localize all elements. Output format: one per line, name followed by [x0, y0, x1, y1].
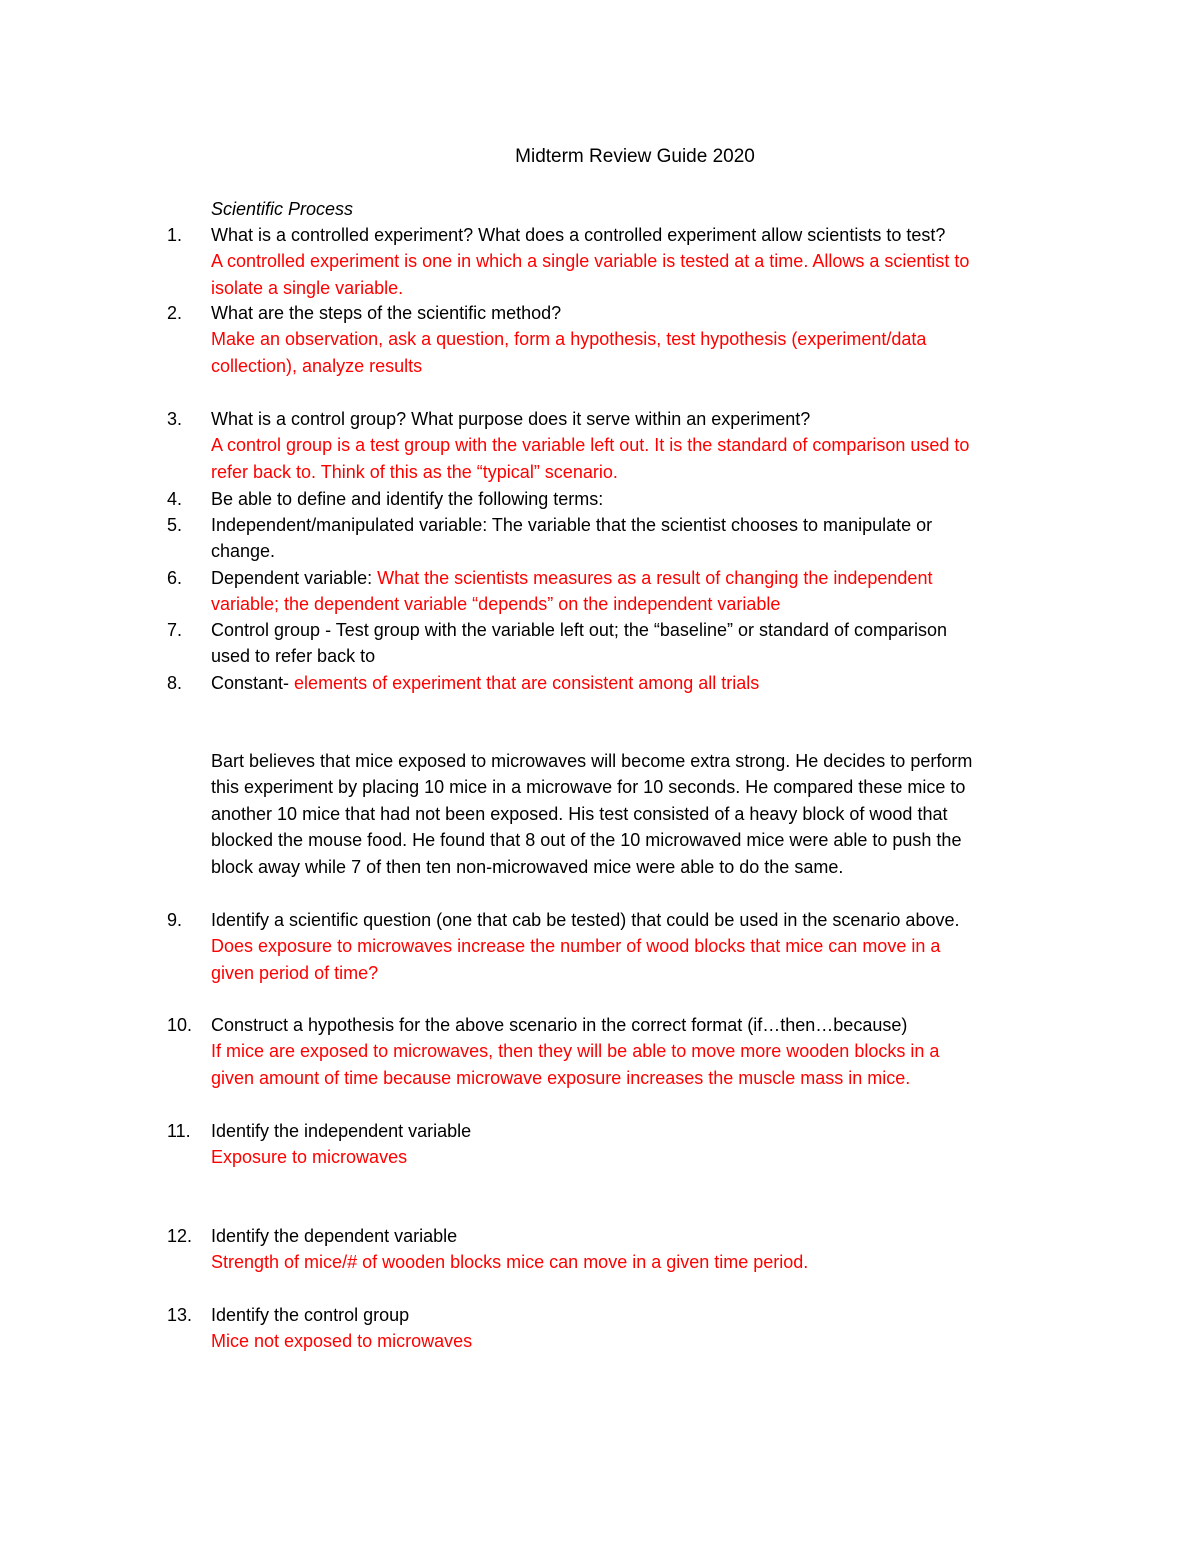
list-item-9 — [167, 907, 1111, 986]
item-number: 2. — [167, 303, 183, 323]
section-heading: Scientific Process — [211, 199, 354, 219]
list-item-8 — [167, 670, 1111, 696]
answer-text: Mice not exposed to microwaves — [211, 1331, 473, 1352]
item-number: 11. — [167, 1121, 191, 1141]
list-item-6 — [167, 565, 1111, 618]
item-number: 10. — [167, 1015, 193, 1035]
answer-text: isolate a single variable. — [211, 277, 404, 298]
answer-text: given amount of time because microwave exposure increases the muscle mass in mice. — [211, 1067, 911, 1088]
answer-text: If mice are exposed to microwaves, then they will be able to move more wooden blocks in a — [211, 1041, 940, 1062]
item-number: 8. — [167, 673, 183, 693]
answer-text: variable; the dependent variable “depends” on the independent variable — [211, 594, 781, 615]
question-text: used to refer back to — [211, 646, 376, 667]
item-number: 5. — [167, 515, 183, 535]
list-item-3 — [167, 406, 1111, 485]
answer-text: What the scientists measures as a result of changing the independent — [377, 568, 933, 588]
list-item-10 — [167, 1012, 1111, 1091]
question-text: Control group - Test group with the variable left out; the “baseline” or standard of comparison — [211, 620, 948, 640]
scenario-line: another 10 mice that had not been exposed. His test consisted of a heavy block of wood that — [211, 803, 948, 824]
question-text: What is a controlled experiment? What does a controlled experiment allow scientists to test? — [211, 225, 946, 245]
scenario-line: block away while 7 of then ten non-microwaved mice were able to do the same. — [211, 856, 844, 877]
list-item-2 — [167, 300, 1111, 379]
question-text: Identify a scientific question (one that cab be tested) that could be used in the scenario above. — [211, 910, 960, 930]
answer-text: A control group is a test group with the variable left out. It is the standard of comparison used to — [211, 435, 970, 456]
item-number: 1. — [167, 225, 183, 245]
list-item-4 — [167, 486, 1111, 512]
answer-text: elements of experiment that are consistent among all trials — [294, 673, 760, 693]
question-text: Be able to define and identify the following terms: — [211, 489, 604, 509]
list-item-1 — [167, 222, 1111, 301]
answer-text: Make an observation, ask a question, form a hypothesis, test hypothesis (experiment/data — [211, 329, 927, 350]
answer-text: Does exposure to microwaves increase the number of wood blocks that mice can move in a — [211, 936, 941, 957]
item-number: 4. — [167, 489, 183, 509]
scenario-line: Bart believes that mice exposed to microwaves will become extra strong. He decides to perform — [211, 751, 973, 771]
scenario-paragraph — [211, 748, 1111, 880]
item-number: 12. — [167, 1226, 193, 1246]
scenario-line: blocked the mouse food. He found that 8 out of the 10 microwaved mice were able to push the — [211, 830, 962, 851]
item-number: 7. — [167, 620, 183, 640]
answer-text: Strength of mice/# of wooden blocks mice can move in a given time period. — [211, 1252, 809, 1273]
item-number: 13. — [167, 1305, 193, 1325]
question-text: Identify the control group — [211, 1305, 410, 1325]
question-text: Construct a hypothesis for the above scenario in the correct format (if…then…because) — [211, 1015, 908, 1035]
question-text: What is a control group? What purpose does it serve within an experiment? — [211, 409, 811, 429]
answer-text: Exposure to microwaves — [211, 1147, 408, 1168]
answer-text: refer back to. Think of this as the “typical” scenario. — [211, 461, 618, 482]
item-number: 6. — [167, 568, 183, 588]
answer-text: collection), analyze results — [211, 355, 423, 376]
document-title: Midterm Review Guide 2020 — [515, 146, 755, 167]
answer-text: A controlled experiment is one in which a single variable is tested at a time. Allows a scientist to — [211, 251, 970, 272]
question-text: Identify the dependent variable — [211, 1226, 458, 1246]
question-text: Identify the independent variable — [211, 1121, 472, 1141]
list-item-13 — [167, 1302, 1111, 1355]
question-text: Independent/manipulated variable: The variable that the scientist chooses to manipulate or — [211, 515, 933, 535]
answer-text: given period of time? — [211, 962, 379, 983]
term-label: Dependent variable: — [211, 568, 378, 588]
list-item-5 — [167, 512, 1111, 565]
question-text: change. — [211, 541, 276, 562]
item-number: 9. — [167, 910, 183, 930]
scenario-line: this experiment by placing 10 mice in a microwave for 10 seconds. He compared these mice to — [211, 777, 966, 798]
term-label: Constant- — [211, 673, 295, 693]
list-item-12 — [167, 1223, 1111, 1276]
item-number: 3. — [167, 409, 183, 429]
list-item-7 — [167, 617, 1111, 670]
question-text: What are the steps of the scientific method? — [211, 303, 562, 323]
list-item-11 — [167, 1118, 1111, 1171]
